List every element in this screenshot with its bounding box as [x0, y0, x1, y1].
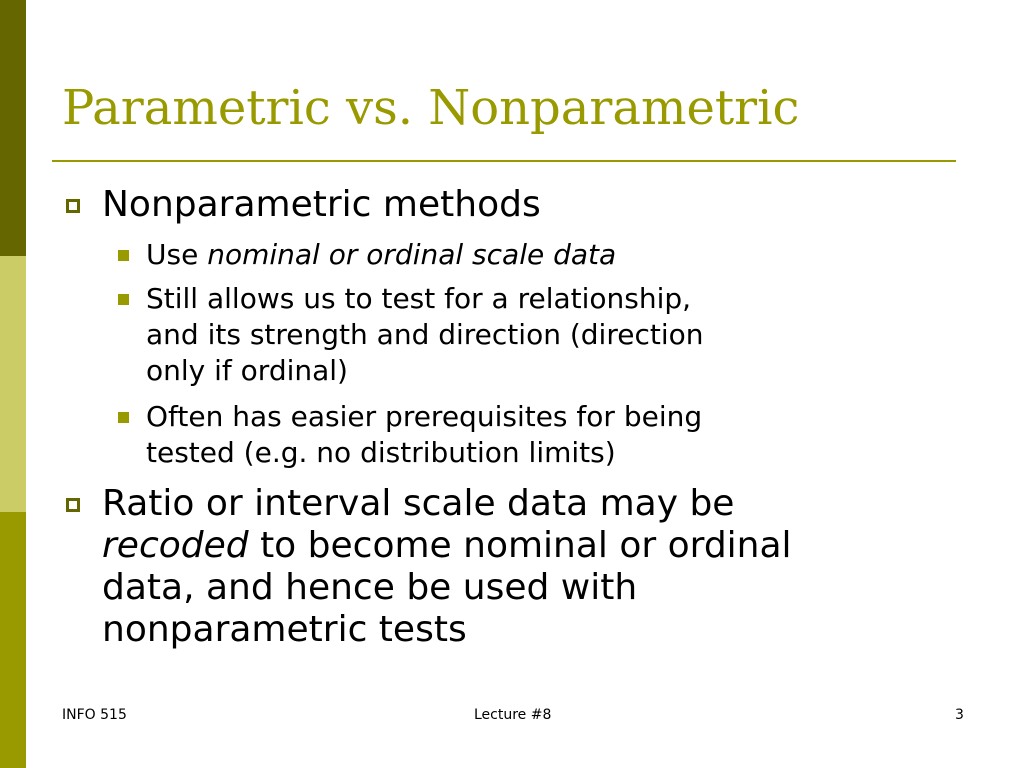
- bullet-ratio-line1: Ratio or interval scale data may be: [102, 483, 735, 524]
- filled-square-bullet-icon: [118, 412, 129, 423]
- hollow-square-bullet-icon: [66, 498, 80, 512]
- sub-bullet-use-data: [146, 237, 906, 273]
- bullet-ratio-line3: data, and hence be used with: [102, 567, 638, 608]
- sub-bullet-use-italic: nominal or ordinal scale data: [207, 238, 617, 271]
- bullet-ratio-interval: [102, 483, 922, 651]
- title-divider: [52, 160, 956, 162]
- side-band-bottom: [0, 512, 26, 768]
- sub-bullet-use-plain: Use: [146, 238, 208, 271]
- sub-bullet-relationship-line3: only if ordinal): [146, 354, 348, 387]
- bullet-ratio-line4: nonparametric tests: [102, 609, 467, 650]
- filled-square-bullet-icon: [118, 250, 129, 261]
- bullet-ratio-line2: to become nominal or ordinal: [248, 525, 792, 566]
- side-band-top: [0, 0, 26, 256]
- sub-bullet-prerequisites-line2: tested (e.g. no distribution limits): [146, 436, 616, 469]
- hollow-square-bullet-icon: [66, 199, 80, 213]
- sub-bullet-prerequisites: [146, 399, 906, 471]
- sub-bullet-relationship-line2: and its strength and direction (direction: [146, 318, 704, 351]
- sub-bullet-prerequisites-line1: Often has easier prerequisites for being: [146, 400, 703, 433]
- footer-page-number: 3: [955, 707, 964, 723]
- footer-course: INFO 515: [62, 707, 127, 723]
- slide-title: Parametric vs. Nonparametric: [62, 80, 800, 136]
- filled-square-bullet-icon: [118, 294, 129, 305]
- bullet-ratio-recoded: recoded: [102, 525, 249, 566]
- footer-lecture: Lecture #8: [474, 707, 552, 723]
- bullet-nonparametric-methods: Nonparametric methods: [102, 184, 541, 225]
- sub-bullet-relationship-line1: Still allows us to test for a relationship,: [146, 282, 692, 315]
- side-band-middle: [0, 256, 26, 512]
- sub-bullet-relationship: [146, 281, 906, 389]
